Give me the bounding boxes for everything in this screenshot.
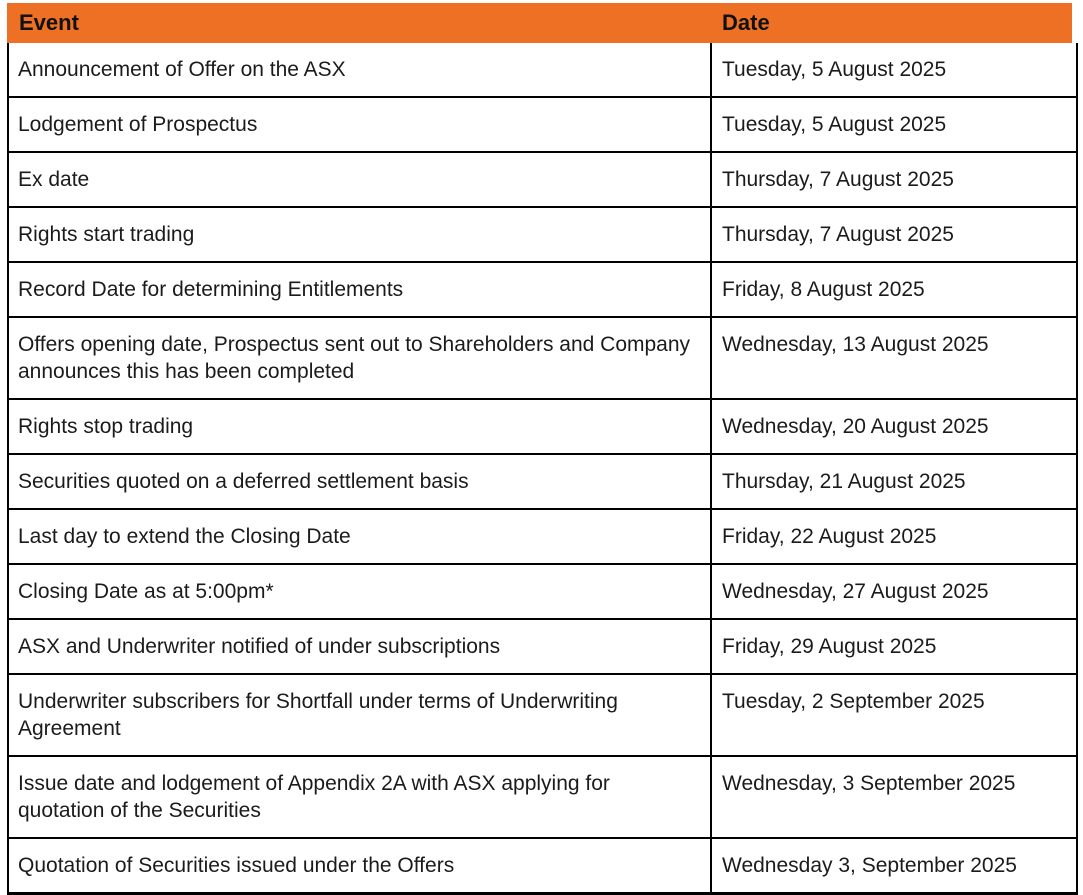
- event-cell: Last day to extend the Closing Date: [9, 510, 712, 563]
- date-cell: Friday, 8 August 2025: [722, 278, 925, 301]
- event-cell: Ex date: [9, 153, 712, 206]
- table-row: [9, 208, 1076, 263]
- date-cell: Tuesday, 5 August 2025: [722, 113, 947, 136]
- table-row: [9, 43, 1076, 98]
- offer-timetable: [7, 3, 1078, 895]
- header-cell-date: Date: [722, 10, 770, 35]
- table-row: [9, 620, 1076, 675]
- event-cell: Announcement of Offer on the ASX: [9, 43, 712, 96]
- table-row: [9, 263, 1076, 318]
- date-cell: Thursday, 7 August 2025: [722, 223, 954, 246]
- date-cell: Friday, 22 August 2025: [722, 525, 937, 548]
- table-row: [9, 757, 1076, 839]
- date-cell: Thursday, 7 August 2025: [722, 168, 954, 191]
- table-row: [9, 839, 1076, 892]
- date-cell: Thursday, 21 August 2025: [722, 470, 966, 493]
- date-cell: Wednesday 3, September 2025: [722, 854, 1017, 877]
- event-cell: Securities quoted on a deferred settlement basis: [9, 455, 712, 508]
- date-cell: Wednesday, 3 September 2025: [722, 772, 1016, 795]
- event-cell: Rights stop trading: [9, 400, 712, 453]
- table-row: [9, 510, 1076, 565]
- event-cell: Rights start trading: [9, 208, 712, 261]
- event-cell: Underwriter subscribers for Shortfall under terms of Underwriting Agreement: [9, 675, 712, 755]
- event-cell: Lodgement of Prospectus: [9, 98, 712, 151]
- event-cell: Offers opening date, Prospectus sent out to Shareholders and Company announces this has been completed: [9, 318, 712, 398]
- table-row: [9, 98, 1076, 153]
- header-cell-event: Event: [19, 10, 79, 35]
- table-body: [7, 43, 1078, 895]
- event-cell: Quotation of Securities issued under the Offers: [9, 839, 712, 892]
- date-cell: Friday, 29 August 2025: [722, 635, 937, 658]
- table-row: [9, 455, 1076, 510]
- date-cell: Wednesday, 13 August 2025: [722, 333, 989, 356]
- event-cell: Closing Date as at 5:00pm*: [9, 565, 712, 618]
- event-cell: Issue date and lodgement of Appendix 2A with ASX applying for quotation of the Securities: [9, 757, 712, 837]
- table-row: [9, 565, 1076, 620]
- date-cell: Wednesday, 27 August 2025: [722, 580, 989, 603]
- date-cell: Tuesday, 5 August 2025: [722, 58, 947, 81]
- header-row: [7, 3, 1072, 43]
- table-row: [9, 675, 1076, 757]
- event-cell: ASX and Underwriter notified of under subscriptions: [9, 620, 712, 673]
- table-row: [9, 153, 1076, 208]
- table-row: [9, 318, 1076, 400]
- table-row: [9, 400, 1076, 455]
- event-cell: Record Date for determining Entitlements: [9, 263, 712, 316]
- date-cell: Tuesday, 2 September 2025: [722, 690, 985, 713]
- date-cell: Wednesday, 20 August 2025: [722, 415, 989, 438]
